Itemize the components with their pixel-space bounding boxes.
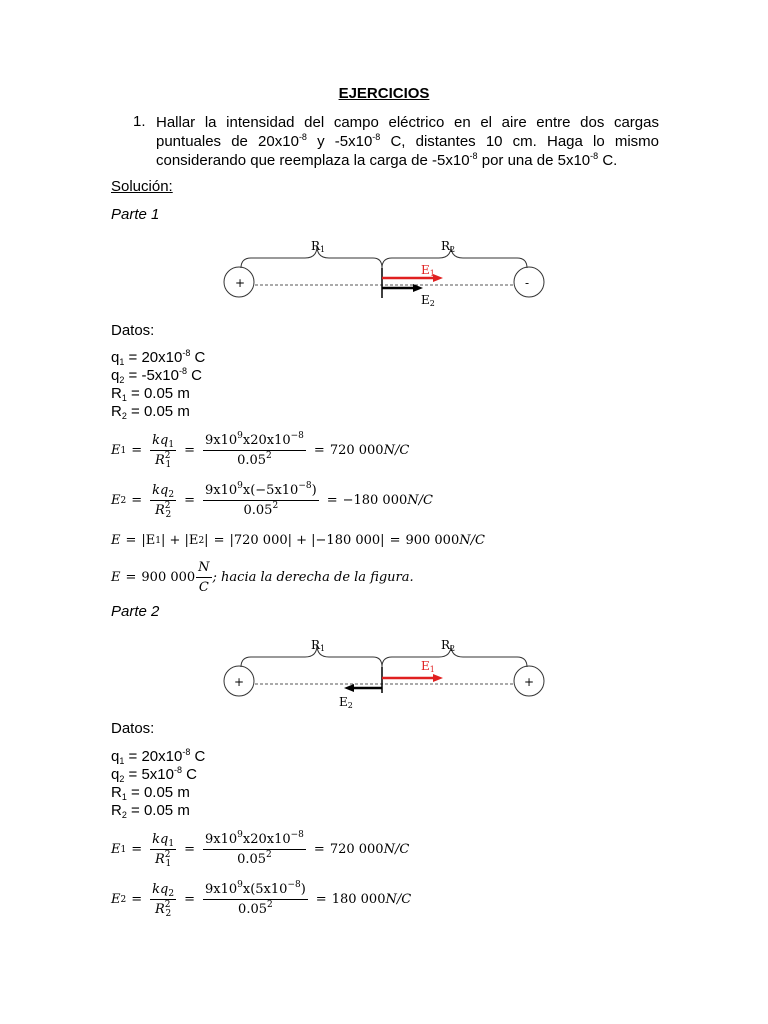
r2-label: R2 (441, 239, 456, 254)
r1-label: R1 (311, 638, 326, 653)
right-charge-sign: - (525, 276, 530, 290)
left-charge-sign: + (235, 276, 246, 290)
right-charge-sign: + (524, 675, 535, 689)
solution-label: Solución: (111, 178, 173, 195)
part1-equation-e1: E 1 = $\frac{kq_1}{R^2_1}$ = $\frac{9x10^9x20x10^{-8}}{0.05^2}$ = 720 000 N/C (111, 431, 410, 470)
part1-heading: Parte 1 (111, 206, 160, 223)
part2-r1: $R_1 = 0.05$ m (111, 784, 190, 802)
e1-arrowhead-icon (433, 674, 443, 682)
exercise-statement: Hallar la intensidad del campo eléctrico en el aire entre dos cargas puntuales de $20x10^{-8}$ y $-5x10^{-8}$ C, distantes 10 cm. Haga lo mismo considerando que reemplaza la carga de $-5x10^{-8}$ por una de $5x10^{-8}$ C. (156, 114, 659, 169)
left-charge-sign: + (234, 675, 245, 689)
e1-label: E1 (421, 263, 435, 278)
part2-equation-e1: E 1 = $\frac{kq_1}{R^2_1}$ = $\frac{9x10^9x20x10^{-8}}{0.05^2}$ = 720 000 N/C (111, 830, 410, 869)
part2-heading: Parte 2 (111, 603, 160, 620)
part1-q2: $q_2 = -5x10^{-8}$ C (111, 366, 202, 385)
part2-r2: $R_2 = 0.05$ m (111, 802, 190, 820)
part1-equation-final: E = 900 000 $\frac{N}{C}$ ; hacia la derecha de la figura. (111, 560, 414, 595)
part2-diagram (215, 631, 555, 711)
e2-label: E2 (339, 695, 353, 710)
r2-label: R2 (441, 638, 456, 653)
part2-datos-label: Datos: (111, 720, 155, 737)
part1-diagram (215, 232, 555, 310)
part2-q1: $q_1 = 20x10^{-8}$ C (111, 747, 206, 766)
part1-equation-total: E = |E 1 | + |E 2 | = |720 000| + |−180 000| = 900 000 N/C (111, 533, 485, 548)
part2-equation-e2: E 2 = $\frac{kq_2}{R^2_2}$ = $\frac{9x10^9x(5x10^{-8})}{0.05^2}$ = 180 000 N/C (111, 880, 412, 919)
e1-label: E1 (421, 659, 435, 674)
part1-r1: $R_1 = 0.05$ m (111, 385, 190, 403)
r1-label: R1 (311, 239, 326, 254)
part2-q2: $q_2 = 5x10^{-8}$ C (111, 765, 197, 784)
e2-label: E2 (421, 293, 435, 308)
part1-datos-label: Datos: (111, 322, 155, 339)
e2-arrowhead-icon (344, 684, 354, 692)
exercise-number: 1. (133, 113, 146, 130)
part1-q1: $q_1 = 20x10^{-8}$ C (111, 348, 206, 367)
page-title: EJERCICIOS (338, 85, 430, 102)
part1-r2: $R_2 = 0.05$ m (111, 403, 190, 421)
part1-equation-e2: E 2 = $\frac{kq_2}{R^2_2}$ = $\frac{9x10^9x(-5x10^{-8})}{0.05^2}$ = −180 000 N/C (111, 481, 433, 520)
